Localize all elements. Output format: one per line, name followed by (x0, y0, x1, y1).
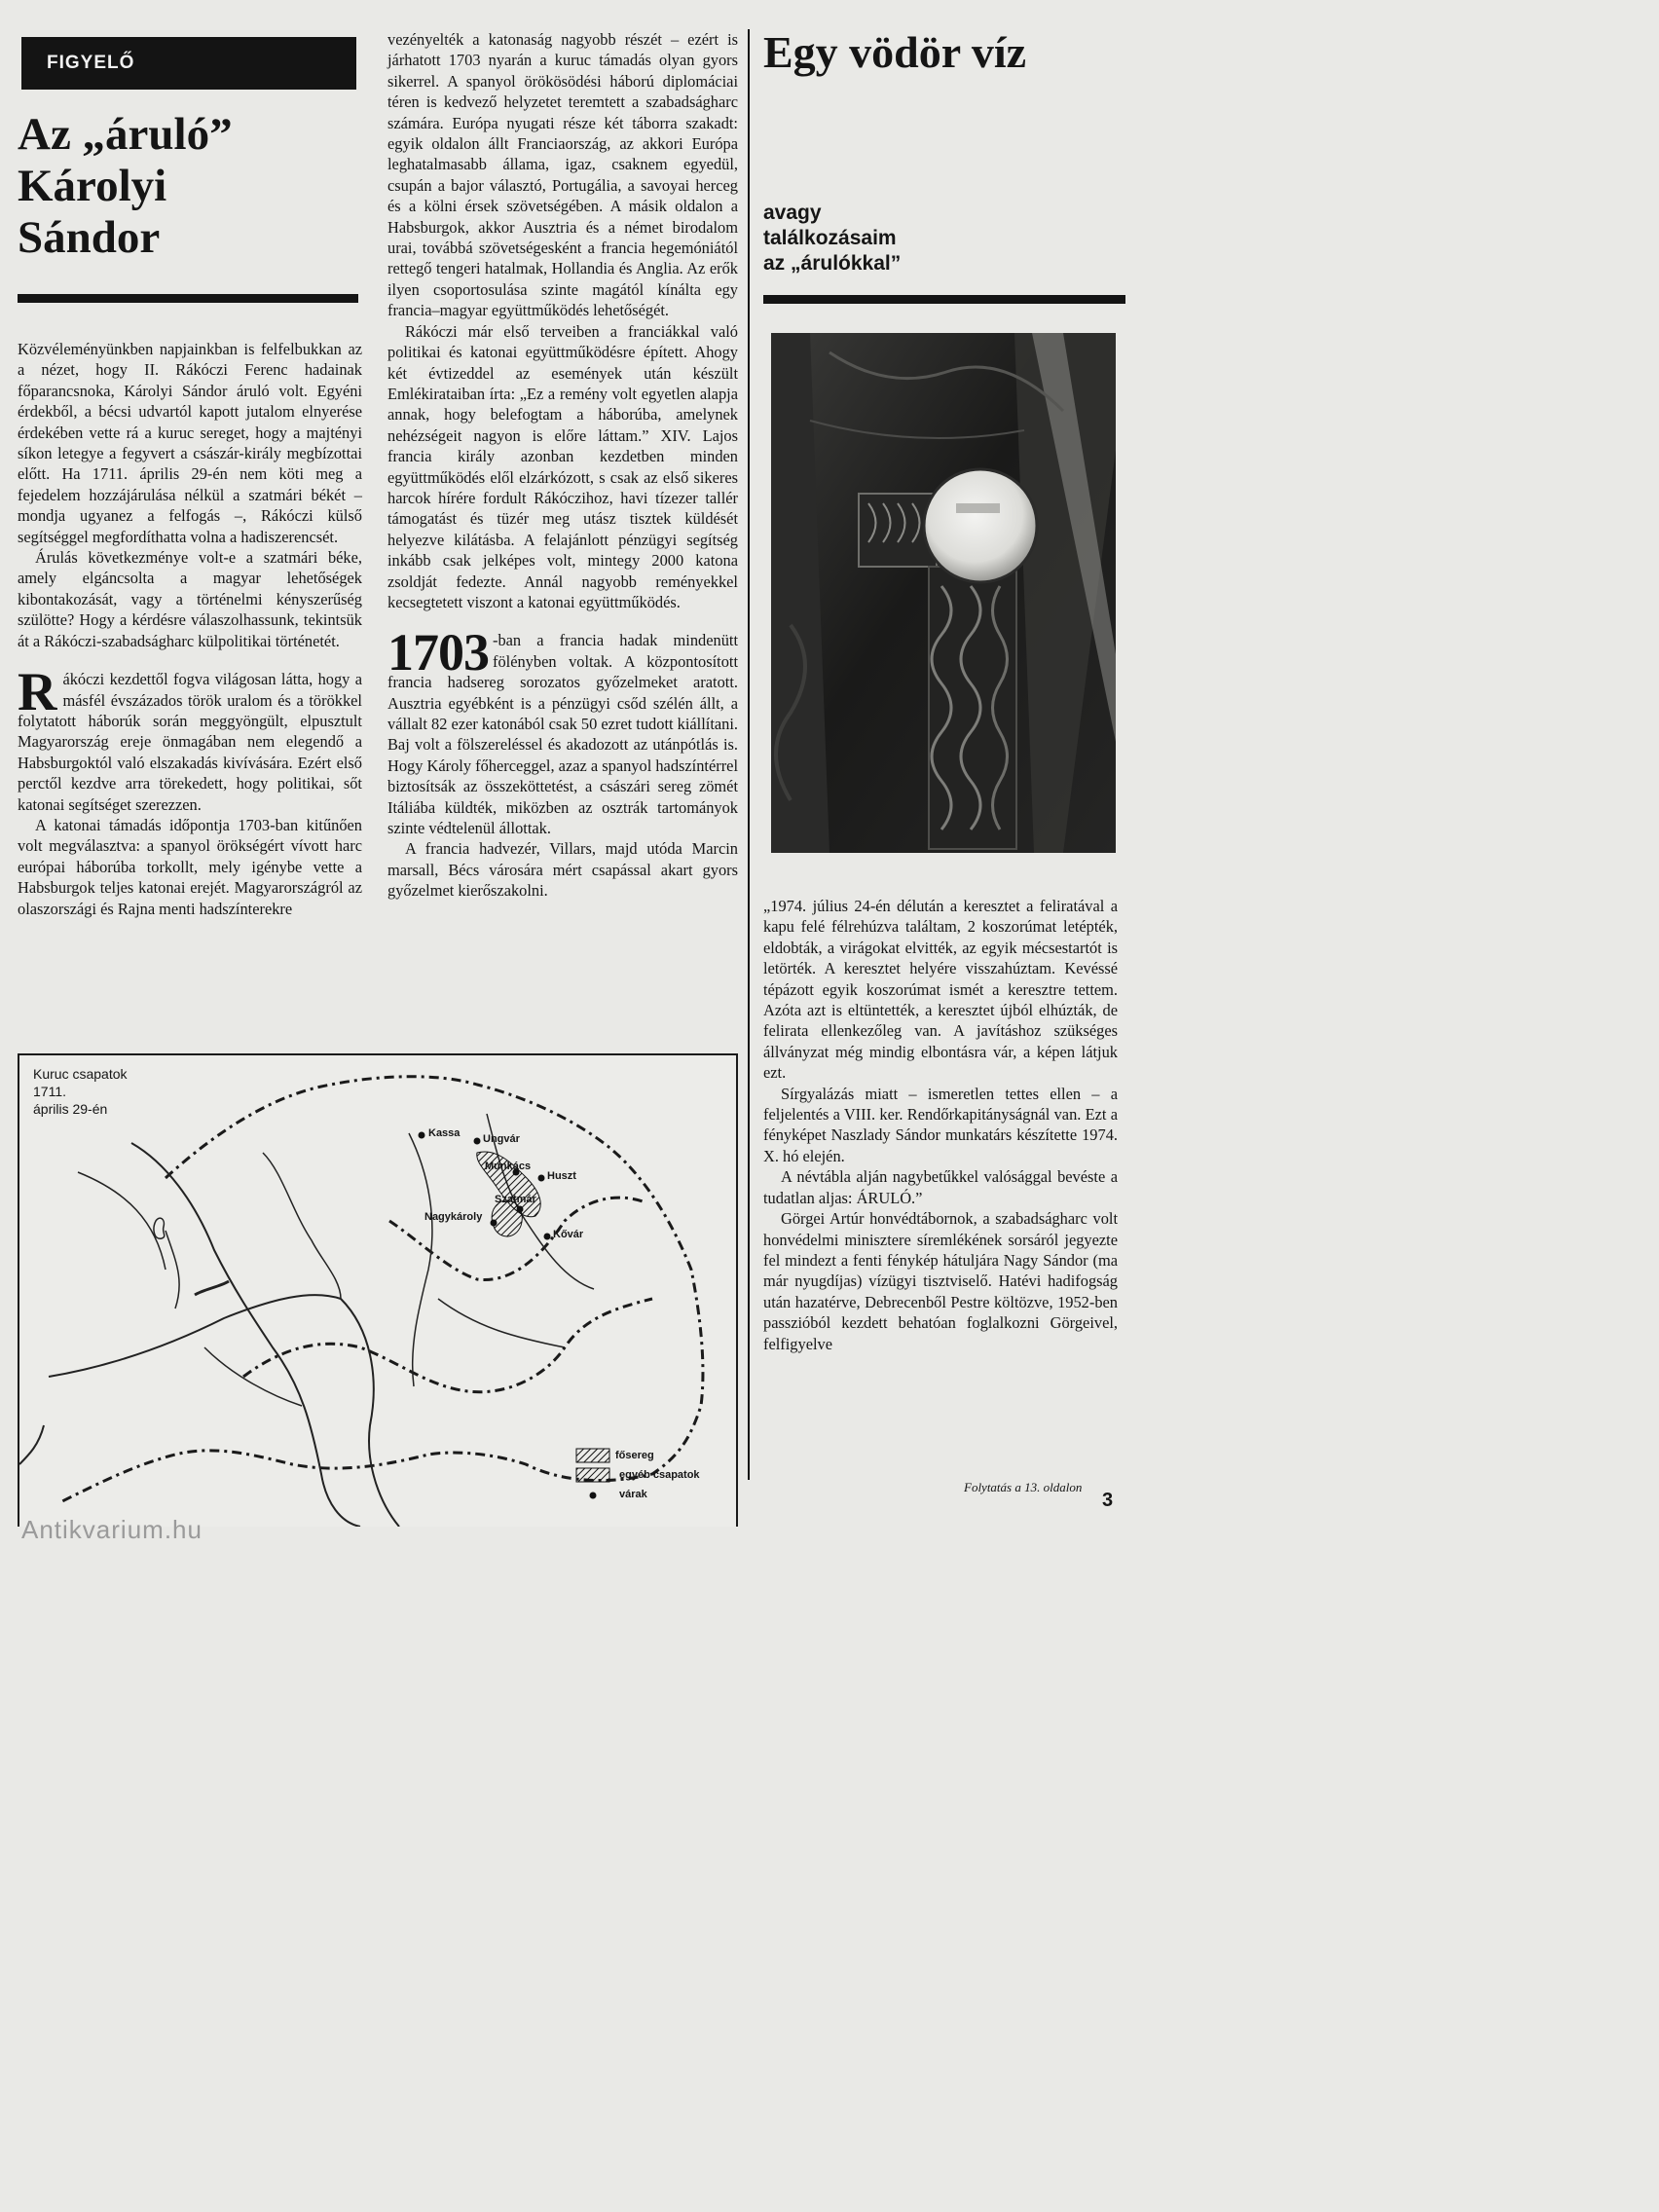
big-year: 1703 (387, 623, 489, 682)
left-paragraph-2: Árulás következménye volt-e a szatmári béke, amely elgáncsolta a magyar lehetőségek kibontakozását, vagy a történelmi kényszerűség szülötte? Hogy a kérdésre válaszolhassunk, tekintsük át a Rákóczi-szabadságharc külpolitikai történetét. (18, 548, 362, 650)
place-ungvar: Ungvár (483, 1133, 520, 1145)
place-kovar: Kővár (553, 1229, 584, 1240)
left-paragraph-4: A katonai támadás időpontja 1703-ban kitűnően volt megválasztva: a spanyol örökségért vívott harc európai háborúba torkollt, mely igénybe vette a Habsburgok teljes katonai erejét. Magyarországról az olaszországi és Rajna menti hadszínterekre (18, 815, 362, 918)
left-column (18, 339, 362, 919)
continued-note: Folytatás a 13. oldalon (964, 1480, 1083, 1494)
right-paragraph-4: Görgei Artúr honvédtábornok, a szabadságharc volt honvédelmi minisztere síremlékének sorsáról jegyezte fel mindezt a fenti fénykép hátuljára Nagy Sándor (ma már nyugdíjas) vízügyi tisztviselő. Hatévi hadifogság után hazatérve, Debrecenből Pestre költözve, 1952-ben passzióból kezdett behatóan foglalkozni Görgeivel, felfigyelve (763, 1209, 1118, 1353)
legend-main-army: fősereg (615, 1450, 654, 1461)
headline-line-1: Az „áruló” (18, 109, 233, 160)
place-szatmar: Szatmár (495, 1194, 536, 1205)
side-article-title: Egy vödör víz (763, 27, 1027, 77)
side-title-rule (763, 295, 1125, 304)
place-dot-ungvar (474, 1138, 481, 1145)
place-dot-kovar (544, 1234, 551, 1240)
subtitle-line-1: avagy (763, 202, 822, 224)
left-paragraph-1: Közvéleményünkben napjainkban is felfelbukkan az a nézet, hogy II. Rákóczi Ferenc hadainak főparancsnoka, Károlyi Sándor áruló volt. Egyéni érdekből, a bécsi udvartól kapott jutalom elnyerése érdekében vette rá a kuruc sereget, hogy a majtényi síkon letegye a fegyvert a császár-király megbízottai előtt. Ha 1711. április 29-én nem köti meg a fejedelem hozzájárulása nélkül a szatmári békét – mondja ugyanez a felfogás –, Rákóczi külső segítséggel megfordíthatta volna a hadiszerencsét. (18, 340, 362, 546)
legend-castles: várak (619, 1489, 647, 1500)
place-dot-kassa (419, 1132, 425, 1139)
column-divider (748, 29, 750, 1480)
middle-paragraph-4: A francia hadvezér, Villars, majd utóda Marcin marsall, Bécs városára mért csapással akart gyors győzelmet kierőszakolni. (387, 839, 738, 901)
page-number: 3 (1102, 1490, 1114, 1511)
place-dot-szatmar (517, 1206, 524, 1213)
subtitle-line-2: találkozásaim (763, 227, 897, 249)
subtitle-line-3: az „árulókkal” (763, 252, 902, 275)
right-paragraph-2: Sírgyalázás miatt – ismeretlen tettes ellen – a feljelentés a VIII. ker. Rendőrkapitányságnál van. Ezt a fényképet Naszlady Sándor munkatárs készítette 1974. X. hó elején. (763, 1084, 1118, 1165)
headline-line-2: Károlyi (18, 161, 167, 211)
map-title-line-1: Kuruc csapatok (33, 1066, 128, 1082)
right-column (763, 896, 1118, 1354)
middle-paragraph-1: vezényelték a katonaság nagyobb részét – ezért is járhatott 1703 nyarán a kuruc támadás olyan gyors sikerrel. A spanyol örökösödési háború diplomáciai téren is kedvező helyzetet teremtett a szabadságharc számára. Európa nyugati része két táborra szakadt: egyik oldalon állt Franciaország, az akkori Európa leghatalmasabb állama, igaz, csaknem egyedül, csupán a bajor választó, Portugália, a savoyai herceg és a kölni érsek szövetségében. A másik oldalon a Habsburgok, akkor Ausztria és a német birodalom urai, továbbá szövetségesként a francia hegemóniától rettegő tengeri hatalmak, Hollandia és Anglia. Az erők ilyen csoportosulása szinte magától kínálta egy francia–magyar együttműködés lehetőségét. (387, 30, 738, 320)
right-paragraph-3: A névtábla alján nagybetűkkel valósággal bevéste a tudatlan aljas: ÁRULÓ.” (763, 1167, 1118, 1207)
middle-paragraph-3 (387, 623, 739, 838)
side-article-subtitle (763, 201, 1133, 276)
headline-line-3: Sándor (18, 212, 161, 263)
middle-paragraph-2: Rákóczi már első terveiben a franciákkal való politikai és katonai együttműködésre épített. Ahogy két évtizeddel az események után készült Emlékirataiban írta: „Ez a remény volt egyetlen alapja annak, hogy belefogtam a háborúba, amelynek nehézségeit nagyon is előre láttam.” XIV. Lajos francia király azonban kezdetben minden együttműködés elől elzárkózott, s csak az első sikeres harcok hírére fordult Rákóczihoz, havi tízezer tallér támogatást és tüzér meg utász tisztek küldését helyezve kilátásba. A felajánlott pénzügyi segítség inkább csak jelképes volt, mintegy 2000 katona zsoldját fedezte. Annál nagyobb reményekkel kecsegtetett viszont a katonai együttműködés. (387, 321, 738, 611)
left-paragraph-3 (18, 662, 362, 815)
legend-other-troops: egyéb csapatok (619, 1469, 700, 1481)
right-paragraph-1: „1974. július 24-én délután a keresztet a feliratával a kapu felé félrehúzva találtam, 2 koszorúmat letépték, eldobták, a virágokat elvitték, az egyik mécsestartót is letörték. A keresztet helyére visszahúztam. Kevéssé tépázott egyik koszorúmat ismét a keresztre tettem. Azóta azt is eltüntették, a keresztet újból elhúzták, de felirata ellenkezőleg van. A javításhoz szükséges állványzat még mindig elbontásra vár, a képen látjuk ezt. (763, 897, 1118, 1083)
drop-cap: R (18, 662, 57, 723)
place-nagykaroly: Nagykároly (424, 1211, 483, 1223)
section-kicker: FIGYELŐ (21, 37, 356, 90)
drop-cap-text: ákóczi kezdettől fogva világosan látta, hogy a másfél évszázados török uralom és a törökkel folytatott háborúk során meggyöngült, elpusztult Magyarország ereje önmagában nem elegendő a Habsburgoktól való elszakadás kivívására. Ezért első perctől kezdve arra törekedett, hogy politikai, sőt katonai segítséget szerezzen. (18, 670, 362, 814)
map-title-line-3: április 29-én (33, 1101, 108, 1117)
historical-map (18, 1053, 738, 1527)
grave-photo (771, 333, 1116, 853)
grave-photo-drawing (771, 333, 1116, 853)
big-year-text: -ban a francia hadak mindenütt fölényben voltak. A központosított francia hadsereg sorozatos győzelmeket aratott. Ausztria egyébként is a pénzügyi csőd szélén állt, a vállalt 82 ezer katonából csak 50 ezret tudott kiállítani. Baj volt a fölszereléssel és akadozott az utánpótlás is. Hogy Károly főherceggel, azaz a spanyol hadszíntérrel biztosítsák az összeköttetést, a császári sereg zömét Itáliába küldték, miközben az osztrák tartományok szinte védtelenül állottak. (387, 631, 739, 838)
place-kassa: Kassa (428, 1127, 461, 1139)
place-dot-huszt (538, 1175, 545, 1182)
map-title-line-2: 1711. (33, 1084, 66, 1099)
middle-column (387, 29, 738, 902)
watermark: Antikvarium.hu (21, 1515, 203, 1544)
place-munkacs: Munkács (485, 1161, 532, 1172)
article-headline (18, 109, 358, 264)
place-dot-nagykaroly (491, 1220, 498, 1227)
place-huszt: Huszt (547, 1170, 576, 1182)
headline-rule (18, 294, 358, 303)
